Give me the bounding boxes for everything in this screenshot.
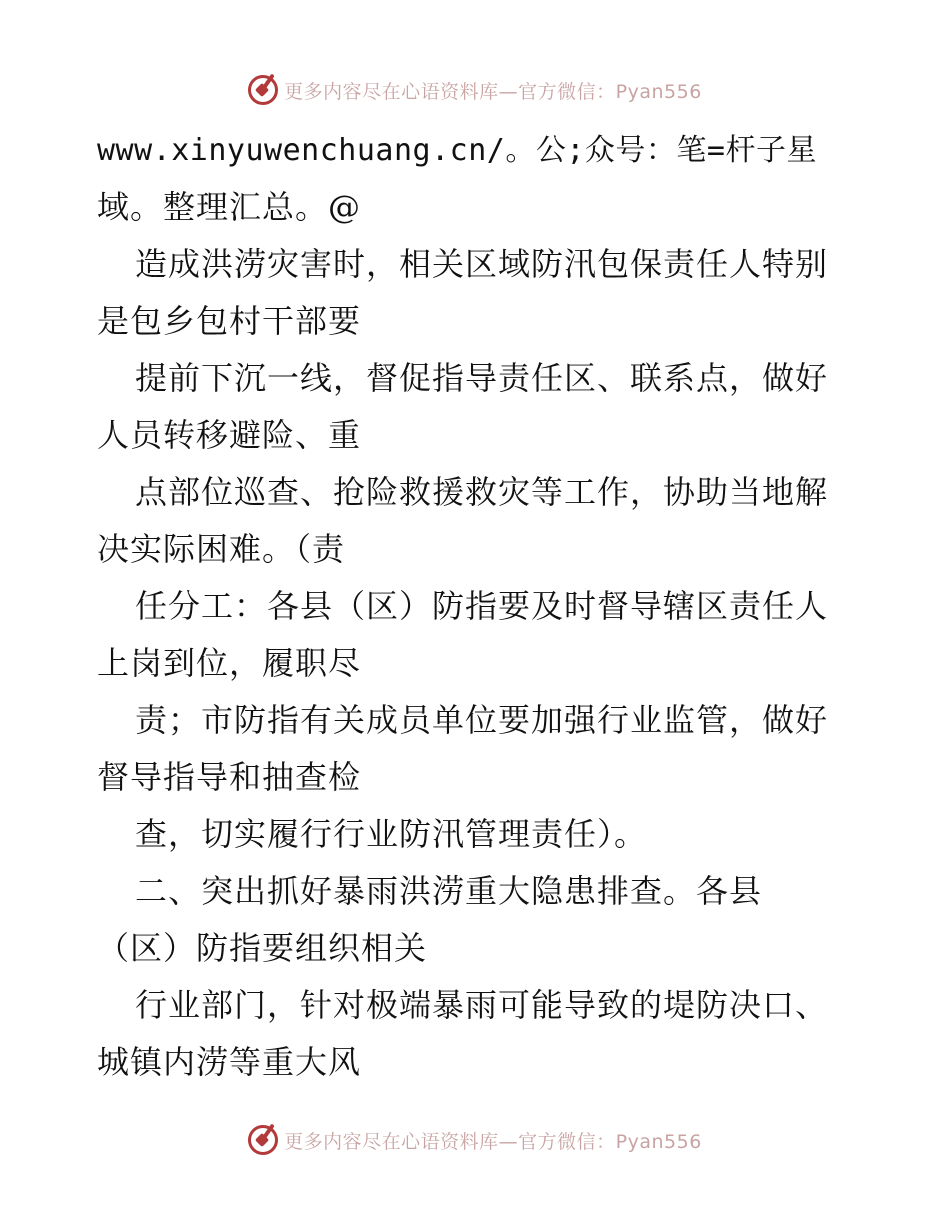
body-line: 域。整理汇总。@ — [97, 188, 362, 226]
body-line: 点部位巡查、抢险救援救灾等工作，协助当地解 — [135, 473, 829, 511]
footer-banner-text: 更多内容尽在心语资料库—官方微信：Pyan556 — [284, 1130, 702, 1153]
header-banner-text: 更多内容尽在心语资料库—官方微信：Pyan556 — [284, 80, 702, 103]
body-line: 提前下沉一线，督促指导责任区、联系点，做好 — [135, 359, 829, 397]
body-line: 上岗到位，履职尽 — [97, 644, 362, 682]
body-line: 人员转移避险、重 — [97, 416, 362, 454]
body-line: 造成洪涝灾害时，相关区域防汛包保责任人特别 — [135, 245, 829, 283]
body-line: www.xinyuwenchuang.cn/。公;众号：笔=杆子星 — [97, 133, 817, 168]
body-line: 决实际困难。（责 — [97, 530, 346, 568]
body-line: 查，切实履行行业防汛管理责任）。 — [135, 815, 648, 853]
body-line: 行业部门，针对极端暴雨可能导致的堤防决口、 — [135, 986, 829, 1024]
pen-logo-icon — [248, 1125, 278, 1155]
pen-logo-icon — [248, 75, 278, 105]
body-line: 城镇内涝等重大风 — [97, 1043, 362, 1081]
body-line: （区）防指要组织相关 — [97, 929, 428, 967]
body-line: 责；市防指有关成员单位要加强行业监管，做好 — [135, 701, 829, 739]
body-line: 任分工：各县（区）防指要及时督导辖区责任人 — [135, 587, 829, 625]
header-watermark — [0, 70, 950, 110]
footer-watermark — [0, 1120, 950, 1160]
body-line: 是包乡包村干部要 — [97, 302, 362, 340]
document-body — [97, 122, 857, 1091]
body-line: 二、突出抓好暴雨洪涝重大隐患排查。各县 — [135, 872, 763, 910]
body-line: 督导指导和抽查检 — [97, 758, 362, 796]
